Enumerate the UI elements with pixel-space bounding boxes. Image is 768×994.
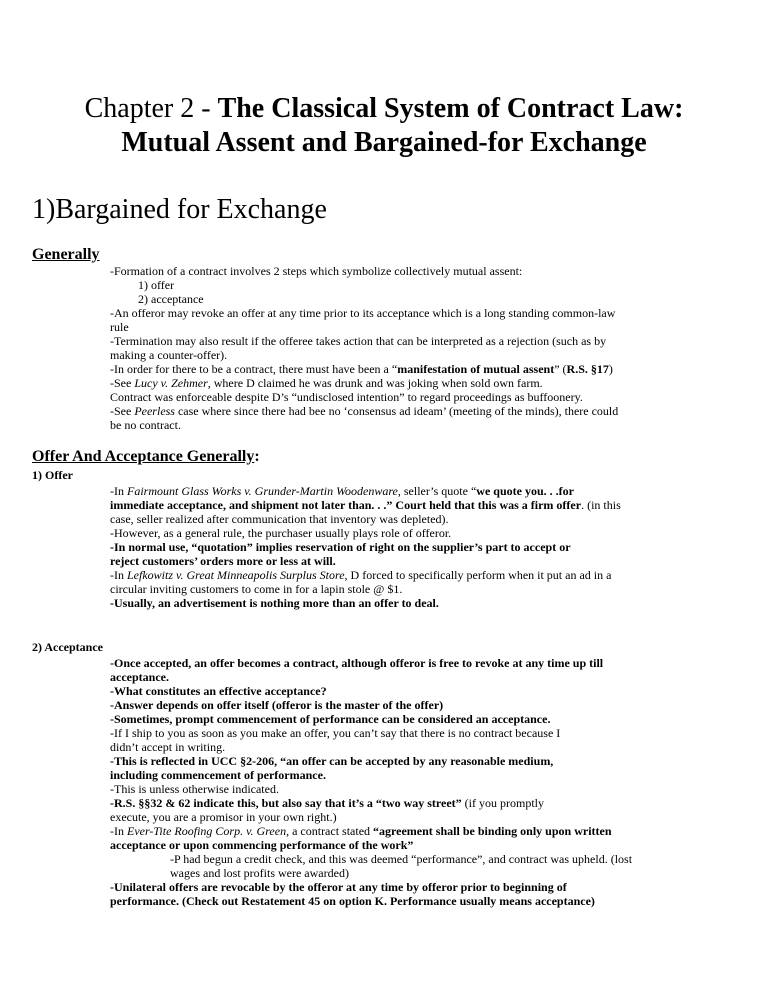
offer-line: -In normal use, “quotation” implies reservation of right on the supplier’s part to accept or <box>110 540 571 554</box>
generally-line: be no contract. <box>110 418 181 432</box>
chapter-title-line-2: Mutual Assent and Bargained-for Exchange <box>121 127 647 158</box>
generally-line: rule <box>110 320 129 334</box>
acceptance-line: -Once accepted, an offer becomes a contract, although offeror is free to revoke at any time up till <box>110 656 604 670</box>
generally-line: -Formation of a contract involves 2 steps which symbolize collectively mutual assent: <box>110 264 523 278</box>
generally-line: Contract was enforceable despite D’s “undisclosed intention” to regard proceedings as buffoonery. <box>110 390 583 404</box>
acceptance-line: -P had begun a credit check, and this was deemed “performance”, and contract was upheld. (lost <box>170 852 633 866</box>
offer-line: case, seller realized after communication that inventory was depleted). <box>110 512 449 526</box>
acceptance-line: -If I ship to you as soon as you make an offer, you can’t say that there is no contract because I <box>110 726 561 740</box>
generally-line: -See Lucy v. Zehmer, where D claimed he was drunk and was joking when sold own farm. <box>110 376 543 390</box>
section-heading: 1)Bargained for Exchange <box>32 194 327 225</box>
acceptance-line: execute, you are a promisor in your own right.) <box>110 810 337 824</box>
generally-line: -See Peerless case where since there had bee no ‘consensus ad ideam’ (meeting of the minds), there could <box>110 404 619 418</box>
offer-line: immediate acceptance, and shipment not later than. . .” Court held that this was a firm offer. (in this <box>110 498 621 512</box>
acceptance-line: including commencement of performance. <box>110 768 326 782</box>
offer-acceptance-heading: Offer And Acceptance Generally: <box>32 448 260 465</box>
offer-line: circular inviting customers to come in for a lapin stole @ $1. <box>110 582 403 596</box>
offer-line: -In Lefkowitz v. Great Minneapolis Surplus Store, D forced to specifically perform when it put an ad in a <box>110 568 612 582</box>
acceptance-line: -This is unless otherwise indicated. <box>110 782 279 796</box>
acceptance-line: acceptance. <box>110 670 169 684</box>
acceptance-line: -What constitutes an effective acceptance? <box>110 684 327 698</box>
generally-line: -An offeror may revoke an offer at any time prior to its acceptance which is a long standing common-law <box>110 306 616 320</box>
generally-line: -In order for there to be a contract, there must have been a “manifestation of mutual assent” (R.S. §17) <box>110 362 613 376</box>
acceptance-line: -Sometimes, prompt commencement of performance can be considered an acceptance. <box>110 712 551 726</box>
generally-heading: Generally <box>32 246 100 263</box>
offer-line: -Usually, an advertisement is nothing more than an offer to deal. <box>110 596 439 610</box>
acceptance-line: wages and lost profits were awarded) <box>170 866 349 880</box>
generally-line: 2) acceptance <box>138 292 204 306</box>
offer-line: reject customers’ orders more or less at will. <box>110 554 336 568</box>
acceptance-line: -Answer depends on offer itself (offeror is the master of the offer) <box>110 698 444 712</box>
offer-subheading: 1) Offer <box>32 468 73 482</box>
acceptance-line: -Unilateral offers are revocable by the offeror at any time by offeror prior to beginning of <box>110 880 567 894</box>
acceptance-line: -In Ever-Tite Roofing Corp. v. Green, a contract stated “agreement shall be binding only upon written <box>110 824 612 838</box>
generally-line: 1) offer <box>138 278 175 292</box>
acceptance-line: acceptance or upon commencing performance of the work” <box>110 838 414 852</box>
generally-line: -Termination may also result if the offeree takes action that can be interpreted as a rejection (such as by <box>110 334 607 348</box>
chapter-title-prefix: Chapter 2 - <box>84 93 218 124</box>
acceptance-line: -R.S. §§32 & 62 indicate this, but also say that it’s a “two way street” (if you promptly <box>110 796 544 810</box>
chapter-title-line-1 <box>0 92 768 126</box>
chapter-title-bold: The Classical System of Contract Law: <box>217 93 684 124</box>
acceptance-line: didn’t accept in writing. <box>110 740 226 754</box>
offer-line: -In Fairmount Glass Works v. Grunder-Martin Woodenware, seller’s quote “we quote you. . .for <box>110 484 574 498</box>
acceptance-line: performance. (Check out Restatement 45 on option K. Performance usually means acceptance) <box>110 894 595 908</box>
acceptance-line: -This is reflected in UCC §2-206, “an offer can be accepted by any reasonable medium, <box>110 754 554 768</box>
acceptance-subheading: 2) Acceptance <box>32 640 103 654</box>
offer-line: -However, as a general rule, the purchaser usually plays role of offeror. <box>110 526 452 540</box>
generally-line: making a counter-offer). <box>110 348 228 362</box>
